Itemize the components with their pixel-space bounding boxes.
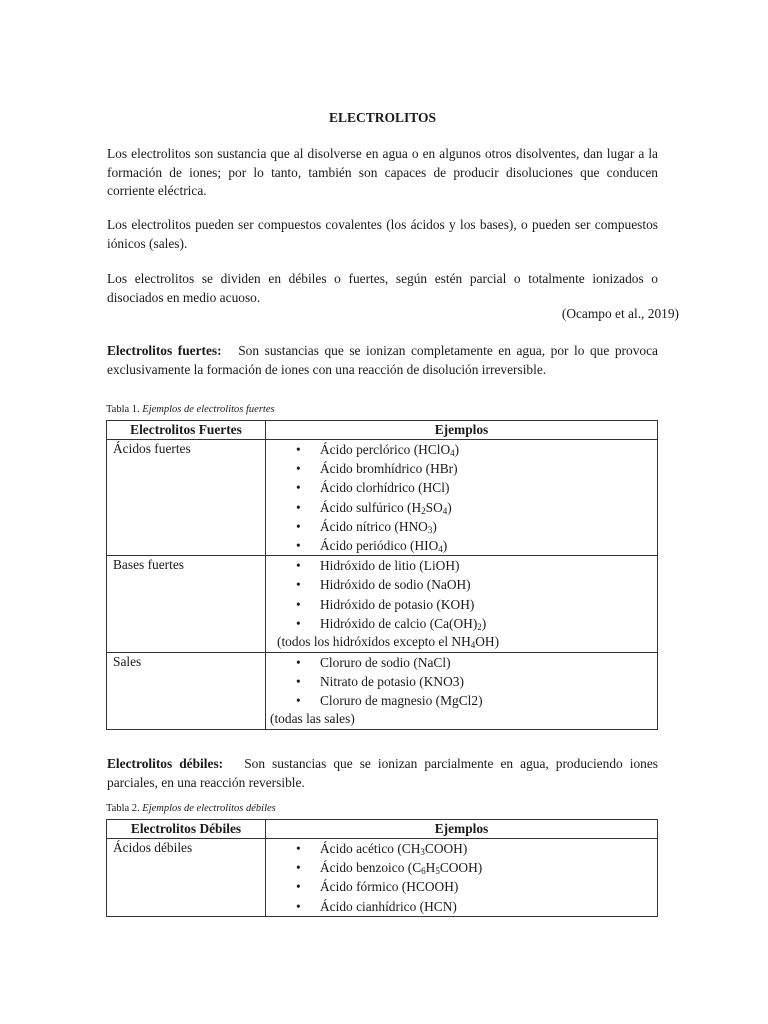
list-item: • Ácido bromhídrico (HBr)	[266, 459, 657, 478]
list-item: • Ácido nítrico $(HNO_3)$	[266, 517, 657, 536]
table-strong-electrolytes	[106, 420, 658, 730]
strong-electrolytes-paragraph	[107, 342, 658, 379]
list-item: • Ácido sulfúrico $(H_2SO_4)$	[266, 498, 657, 517]
list-item: • Cloruro de magnesio (MgCl2)	[266, 691, 657, 710]
row-label-salts: Sales	[107, 652, 266, 729]
table-row	[107, 440, 658, 556]
row-label-strong-bases: Bases fuertes	[107, 556, 266, 652]
weak-electrolytes-paragraph	[107, 755, 658, 792]
weak-acids-list	[266, 839, 657, 916]
list-item: • Nitrato de potasio (KNO3)	[266, 672, 657, 691]
list-item: • Hidróxido de sodio (NaOH)	[266, 575, 657, 594]
table-2-caption: Tabla 2. Ejemplos de electrolitos débiles	[106, 803, 276, 814]
list-item: • Hidróxido de potasio (KOH)	[266, 595, 657, 614]
strong-text: Son sustancias que se ionizan completamente en agua, por lo que provoca exclusivamente la formación de iones con una reacción de disolución irreversible.	[107, 343, 658, 377]
table-row	[107, 556, 658, 652]
list-item: • Hidróxido de calcio $(Ca(OH)_2)$	[266, 614, 657, 633]
table-header-row	[107, 820, 658, 839]
column-header-examples: Ejemplos	[266, 421, 658, 440]
column-header-examples: Ejemplos	[266, 820, 658, 839]
table-1-caption: Tabla 1. Ejemplos de electrolitos fuertes	[106, 404, 275, 415]
list-item: • Ácido acético $(CH_3COOH)$	[266, 839, 657, 858]
row-label-weak-acids: Ácidos débiles	[107, 839, 266, 917]
weak-heading: Electrolitos débiles:	[107, 756, 224, 771]
bases-note: (todos los hidróxidos excepto el $NH_4OH$)	[277, 634, 500, 651]
table-header-row	[107, 421, 658, 440]
table-weak-electrolytes	[106, 819, 658, 917]
list-item: • Hidróxido de litio (LiOH)	[266, 556, 657, 575]
intro-paragraph-1: Los electrolitos son sustancia que al disolverse en agua o en algunos otros disolventes, dan lugar a la formación de iones; por lo tanto, también son capaces de producir disoluciones que conducen corriente eléctrica.	[107, 146, 658, 198]
salts-note: (todas las sales)	[270, 711, 355, 727]
list-item: • Cloruro de sodio (NaCl)	[266, 653, 657, 672]
table-row	[107, 839, 658, 917]
document-title: ELECTROLITOS	[328, 110, 437, 125]
list-item: • Ácido benzoico $(C_6H_5COOH)$	[266, 858, 657, 877]
intro-paragraph-2: Los electrolitos pueden ser compuestos covalentes (los ácidos y los bases), o pueden ser compuestos iónicos (sales).	[107, 217, 658, 251]
strong-heading: Electrolitos fuertes:	[107, 343, 222, 358]
intro-paragraph-3: Los electrolitos se dividen en débiles o fuertes, según estén parcial o totalmente ionizados o disociados en medio acuoso.	[107, 271, 658, 305]
strong-bases-list	[266, 556, 657, 633]
table-row	[107, 652, 658, 729]
salts-list	[266, 653, 657, 711]
list-item: • Ácido periódico $(HIO_4)$	[266, 536, 657, 555]
column-header-category: Electrolitos Débiles	[107, 820, 266, 839]
weak-text: Son sustancias que se ionizan parcialmente en agua, produciendo iones parciales, en una reacción reversible.	[107, 756, 658, 790]
list-item: • Ácido perclórico (HClO$_4$)	[266, 440, 657, 459]
strong-acids-list	[266, 440, 657, 555]
column-header-category: Electrolitos Fuertes	[107, 421, 266, 440]
citation: (Ocampo et al., 2019)	[561, 306, 679, 321]
list-item: • Ácido cianhídrico (HCN)	[266, 897, 657, 916]
list-item: • Ácido fórmico (HCOOH)	[266, 877, 657, 896]
list-item: • Ácido clorhídrico (HCl)	[266, 478, 657, 497]
row-label-strong-acids: Ácidos fuertes	[107, 440, 266, 556]
